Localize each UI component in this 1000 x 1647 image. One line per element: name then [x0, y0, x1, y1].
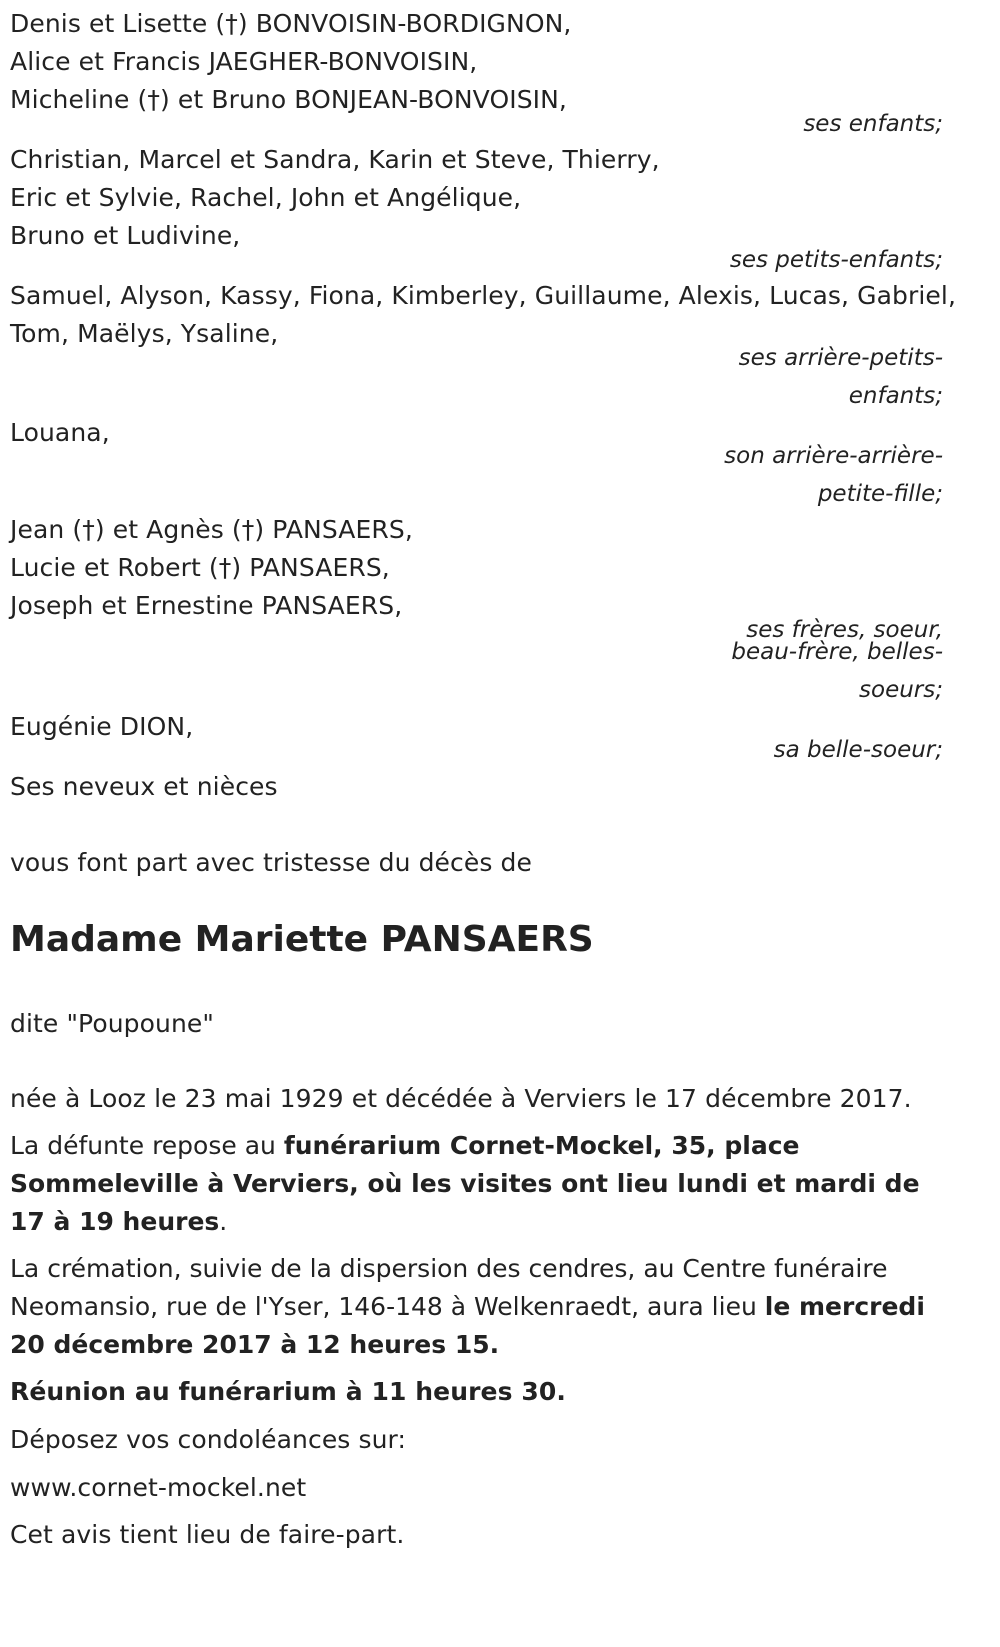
grandchildren-relation: ses petits-enfants; — [729, 247, 943, 273]
cremation-paragraph — [10, 1250, 940, 1364]
great-grandchildren-line-1: Samuel, Alyson, Kassy, Fiona, Kimberley, Guillaume, Alexis, Lucas, Gabriel, — [10, 281, 956, 310]
rest-paragraph — [10, 1127, 940, 1241]
website-link[interactable]: www.cornet-mockel.net — [10, 1473, 307, 1502]
grandchildren-line-1: Christian, Marcel et Sandra, Karin et Steve, Thierry, — [10, 145, 660, 174]
great-great-grandchild-line: Louana, — [10, 418, 110, 447]
cremation-prefix: La crémation, suivie de la dispersion des cendres, au Centre funéraire Neomansio, rue de l'Yser, 146-148 à Welkenraedt, aura lieu — [10, 1254, 888, 1321]
sister-in-law-relation: sa belle-soeur; — [773, 737, 943, 763]
great-great-grandchild-relation-1: son arrière-arrière- — [724, 443, 943, 469]
grandchildren-line-2: Eric et Sylvie, Rachel, John et Angélique, — [10, 183, 522, 212]
nephews-line: Ses neveux et nièces — [10, 772, 278, 801]
siblings-relation-2: beau-frère, belles- — [731, 639, 943, 665]
great-grandchildren-relation-1: ses arrière-petits- — [738, 345, 943, 371]
rest-prefix: La défunte repose au — [10, 1131, 284, 1160]
siblings-relation-3: soeurs; — [859, 677, 943, 703]
rest-location: funérarium Cornet-Mockel, 35, place Sommeleville à Verviers, où les visites ont lieu lundi et mardi de 17 à 19 heures — [10, 1131, 920, 1236]
siblings-line-1: Jean (†) et Agnès (†) PANSAERS, — [10, 515, 413, 544]
children-line-1: Denis et Lisette (†) BONVOISIN-BORDIGNON, — [10, 9, 572, 38]
sister-in-law-line: Eugénie DION, — [10, 712, 194, 741]
rest-suffix: . — [219, 1207, 228, 1236]
grandchildren-line-3: Bruno et Ludivine, — [10, 221, 241, 250]
great-grandchildren-line-2: Tom, Maëlys, Ysaline, — [10, 319, 279, 348]
announcement-line: vous font part avec tristesse du décès de — [10, 848, 532, 877]
nickname-line: dite "Poupoune" — [10, 1009, 215, 1038]
siblings-line-2: Lucie et Robert (†) PANSAERS, — [10, 553, 390, 582]
condolences-label: Déposez vos condoléances sur: — [10, 1425, 407, 1454]
children-relation: ses enfants; — [803, 111, 943, 137]
cremation-date: le mercredi 20 décembre 2017 à 12 heures 15. — [10, 1292, 925, 1359]
children-line-3: Micheline (†) et Bruno BONJEAN-BONVOISIN, — [10, 85, 567, 114]
deceased-name: Madame Mariette PANSAERS — [10, 919, 594, 960]
footer-line: Cet avis tient lieu de faire-part. — [10, 1520, 405, 1549]
birth-death-line: née à Looz le 23 mai 1929 et décédée à Verviers le 17 décembre 2017. — [10, 1084, 912, 1113]
meeting-line: Réunion au funérarium à 11 heures 30. — [10, 1377, 566, 1406]
children-line-2: Alice et Francis JAEGHER-BONVOISIN, — [10, 47, 478, 76]
great-grandchildren-relation-2: enfants; — [848, 383, 943, 409]
great-great-grandchild-relation-2: petite-fille; — [817, 481, 943, 507]
siblings-relation-1: ses frères, soeur, — [746, 617, 943, 643]
siblings-line-3: Joseph et Ernestine PANSAERS, — [10, 591, 403, 620]
